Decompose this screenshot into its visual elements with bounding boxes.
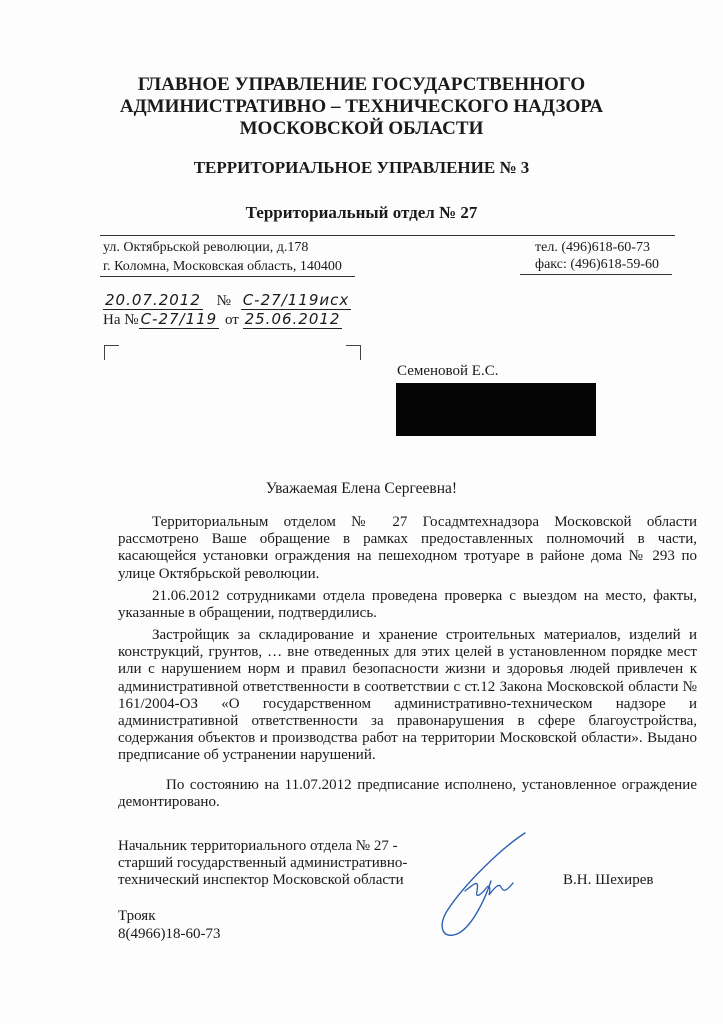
address-underline <box>100 276 355 277</box>
territorial-directorate: ТЕРРИТОРИАЛЬНОЕ УПРАВЛЕНИЕ № 3 <box>193 158 530 177</box>
handwritten-signature <box>425 825 545 945</box>
org-title-line1: ГЛАВНОЕ УПРАВЛЕНИЕ ГОСУДАРСТВЕННОГО <box>137 74 586 95</box>
recipient-name: Семеновой Е.С. <box>397 363 499 379</box>
reply-date: 25.06.2012 <box>244 310 341 328</box>
executor-name: Трояк <box>118 908 156 924</box>
org-title-line3: МОСКОВСКОЙ ОБЛАСТИ <box>239 118 484 139</box>
paragraph-1: Территориальным отделом № 27 Госадмтехнадзора Московской области рассмотрено Ваше обращение в рамках предоставленных полномочий в части, касающейся установки ограждения на пешеходном тротуаре в районе дома № 293 по улице Октябрьской революции. <box>118 514 697 582</box>
outgoing-number: С-27/119исх <box>242 291 350 309</box>
salutation: Уважаемая Елена Сергеевна! <box>265 480 458 497</box>
territorial-department: Территориальный отдел № 27 <box>245 203 478 222</box>
paragraph-3: Застройщик за складирование и хранение строительных материалов, изделий и конструкций, грунтов, … вне отведенных для этих целей в установленном порядке мест или с нарушением норм и правил безопасности жизни и здоровья людей привлечен к административной ответственности в соответствии с ст.12 Закона Московской области № 161/2004-ОЗ «О государственном административно-техническом надзоре и административной ответственности за правонарушения в сфере благоустройства, содержания объектов и производства работ на территории Московской области». Выдано предписание об устранении нарушений. <box>118 627 697 764</box>
paragraph-2: 21.06.2012 сотрудниками отдела проведена проверка с выездом на место, факты, указанные в обращении, подтвердились. <box>118 588 697 622</box>
outgoing-reg-line <box>103 292 351 310</box>
reply-number: С-27/119 <box>140 310 218 328</box>
reply-reg-line <box>103 311 342 329</box>
phone: тел. (496)618-60-73 <box>535 240 650 255</box>
executor-phone: 8(4966)18-60-73 <box>118 926 221 942</box>
outgoing-date: 20.07.2012 <box>105 291 201 309</box>
corner-mark-left <box>104 345 119 360</box>
address-line1: ул. Октябрьской революции, д.178 <box>103 240 309 255</box>
redacted-block <box>396 383 596 436</box>
header-top-rule <box>100 235 675 236</box>
fax: факс: (496)618-59-60 <box>535 257 659 272</box>
address-line2: г. Коломна, Московская область, 140400 <box>103 259 342 274</box>
corner-mark-right <box>346 345 361 360</box>
paragraph-4: По состоянию на 11.07.2012 предписание исполнено, установленное ограждение демонтировано. <box>118 777 697 811</box>
signer-name: В.Н. Шехирев <box>563 872 654 888</box>
org-title-line2: АДМИНИСТРАТИВНО – ТЕХНИЧЕСКОГО НАДЗОРА <box>119 96 604 117</box>
number-label: № <box>216 293 231 309</box>
reply-from-label: от <box>224 312 239 328</box>
signer-title-line2: старший государственный административно- <box>118 855 408 871</box>
signer-title-line3: технический инспектор Московской области <box>118 872 404 888</box>
signer-title-line1: Начальник территориального отдела № 27 - <box>118 838 398 854</box>
reply-prefix: На № <box>103 312 139 328</box>
fax-underline <box>520 274 672 275</box>
